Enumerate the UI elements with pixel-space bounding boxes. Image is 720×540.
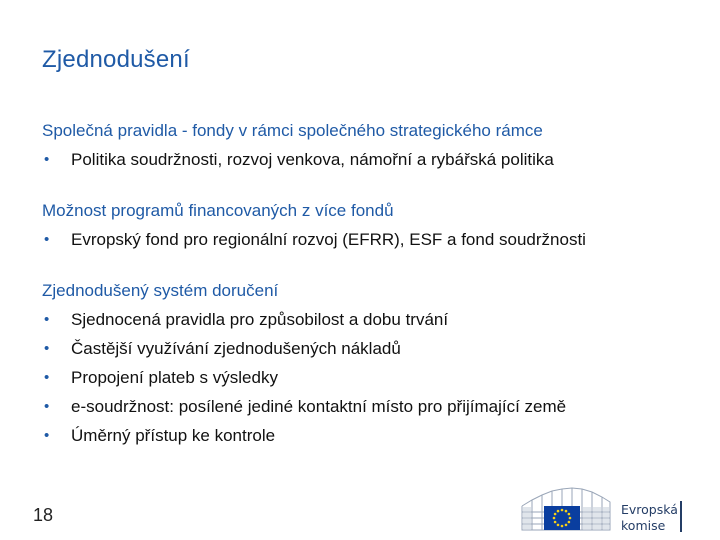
bullet-list [42,145,702,174]
eu-flag-icon [544,506,580,530]
bullet-item: • Sjednocená pravidla pro způsobilost a dobu trvání [42,305,702,334]
european-commission-logo [520,486,688,534]
bullet-item: • e-soudržnost: posílené jediné kontaktní místo pro přijímající země [42,392,702,421]
section-heading: Možnost programů financovaných z více fondů [42,201,394,220]
logo-text-line1: Evropská [621,502,678,517]
logo-divider [680,501,682,532]
logo-text [621,502,678,534]
page-number: 18 [33,505,54,525]
slide-content [42,116,702,450]
bullet-item: • Politika soudržnosti, rozvoj venkova, námořní a rybářská politika [42,145,702,174]
bullet-item: • Častější využívání zjednodušených nákladů [42,334,702,363]
bullet-item: • Evropský fond pro regionální rozvoj (EFRR), ESF a fond soudržnosti [42,225,702,254]
bullet-list [42,305,702,450]
bullet-item: • Propojení plateb s výsledky [42,363,702,392]
section-heading: Společná pravidla - fondy v rámci společného strategického rámce [42,121,543,140]
bullet-item: • Úměrný přístup ke kontrole [42,421,702,450]
section-common-rules [42,116,702,174]
section-heading: Zjednodušený systém doručení [42,281,279,300]
bullet-list [42,225,702,254]
section-multifund-programs [42,196,702,254]
slide-title: Zjednodušení [42,46,190,73]
logo-text-line2: komise [621,518,666,533]
section-simplified-delivery [42,276,702,450]
